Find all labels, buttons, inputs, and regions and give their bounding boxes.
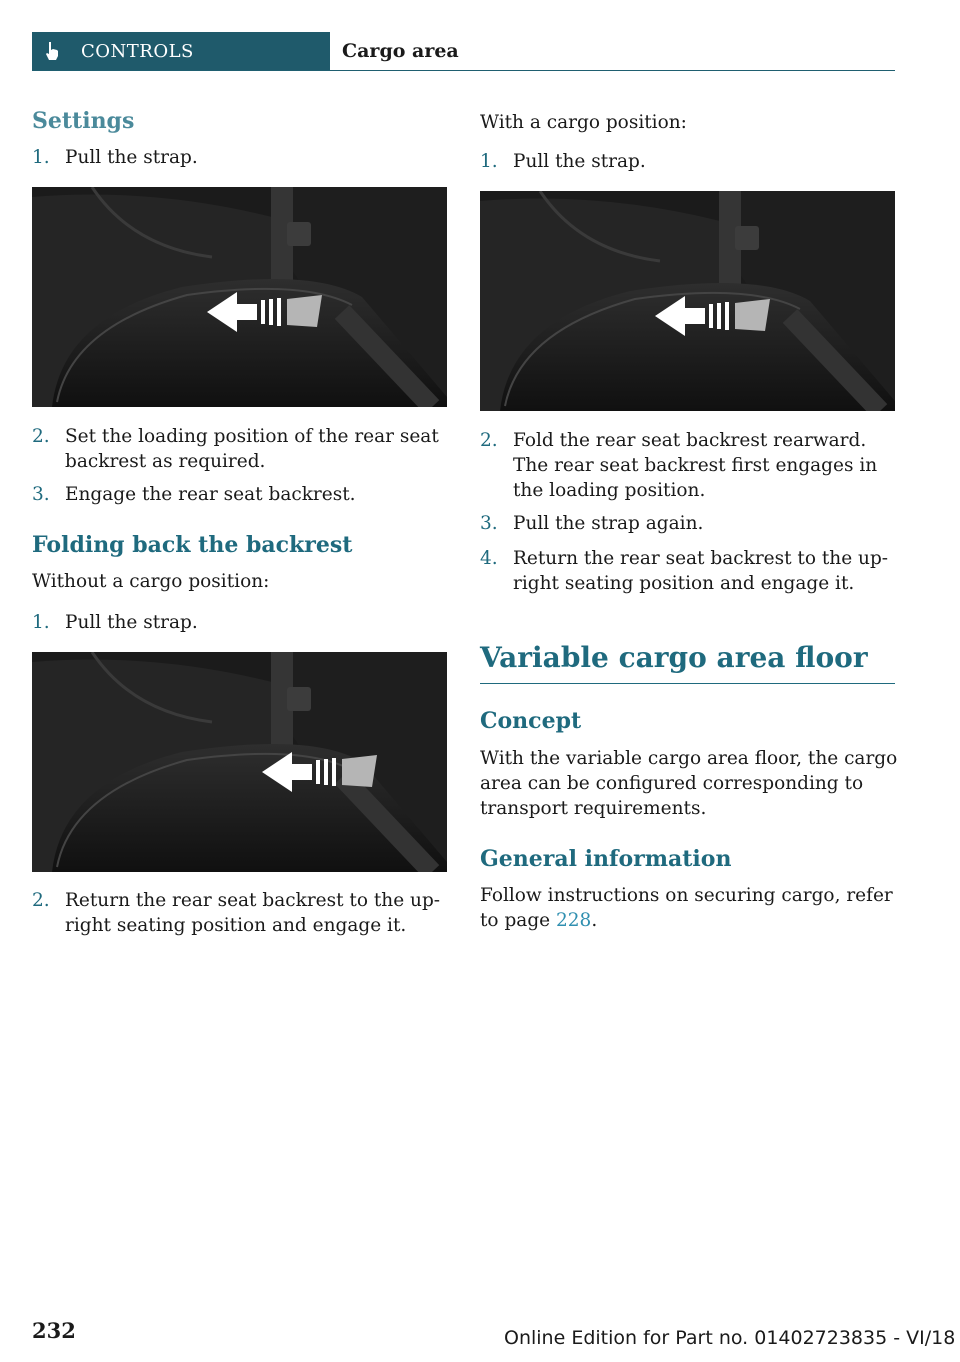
header-section-tab [32, 32, 330, 70]
list-item [32, 424, 448, 474]
hand-pointer-icon [44, 41, 60, 61]
concept-heading: Concept [480, 708, 582, 734]
step-number: 1. [32, 147, 50, 168]
step-number: 1. [480, 151, 498, 172]
strap-pull-illustration [480, 191, 895, 411]
step-text: Set the loading position of the rear seat backrest as required. [65, 426, 439, 472]
step-text: Pull the strap. [65, 147, 198, 168]
page-header [32, 32, 895, 71]
strap-pull-illustration [32, 187, 447, 407]
step-number: 3. [480, 513, 498, 534]
concept-text: With the variable cargo area floor, the cargo area can be configured corresponding to transport requirements. [480, 748, 898, 819]
step-number: 4. [480, 548, 498, 569]
step-text: Pull the strap. [65, 612, 198, 633]
edition-footer: Online Edition for Part no. 01402723835 - VI/18 [504, 1327, 956, 1349]
settings-heading: Settings [32, 108, 135, 134]
variable-cargo-floor-heading: Variable cargo area floor [480, 641, 868, 674]
step-text: Pull the strap again. [513, 513, 704, 534]
header-chapter-title: Cargo area [342, 40, 459, 62]
general-info-text-end: . [591, 910, 598, 931]
header-section-label: CONTROLS [81, 41, 194, 62]
step-number: 3. [32, 484, 50, 505]
general-info-text-start: Follow instructions on securing cargo, refer to page [480, 885, 893, 931]
general-info-text [480, 883, 898, 933]
list-item [480, 428, 895, 503]
step-number: 2. [32, 426, 50, 447]
step-text: Fold the rear seat backrest rearward. The rear seat backrest first engages in the loading position. [513, 430, 878, 501]
list-item [480, 546, 895, 596]
step-number: 2. [32, 890, 50, 911]
list-item [32, 888, 448, 938]
step-text: Pull the strap. [513, 151, 646, 172]
step-number: 1. [32, 612, 50, 633]
heading-divider [480, 683, 895, 684]
page-number: 232 [32, 1318, 76, 1343]
folding-back-heading: Folding back the backrest [32, 532, 353, 558]
without-cargo-text: Without a cargo position: [32, 571, 270, 592]
strap-pull-illustration [32, 652, 447, 872]
step-text: Return the rear seat backrest to the up‐right seating position and engage it. [513, 548, 889, 594]
step-text: Return the rear seat backrest to the up‐right seating position and engage it. [65, 890, 441, 936]
with-cargo-text: With a cargo position: [480, 112, 687, 133]
step-number: 2. [480, 430, 498, 451]
page-reference-link[interactable]: 228 [556, 910, 592, 931]
step-text: Engage the rear seat backrest. [65, 484, 356, 505]
general-info-heading: General information [480, 846, 732, 872]
